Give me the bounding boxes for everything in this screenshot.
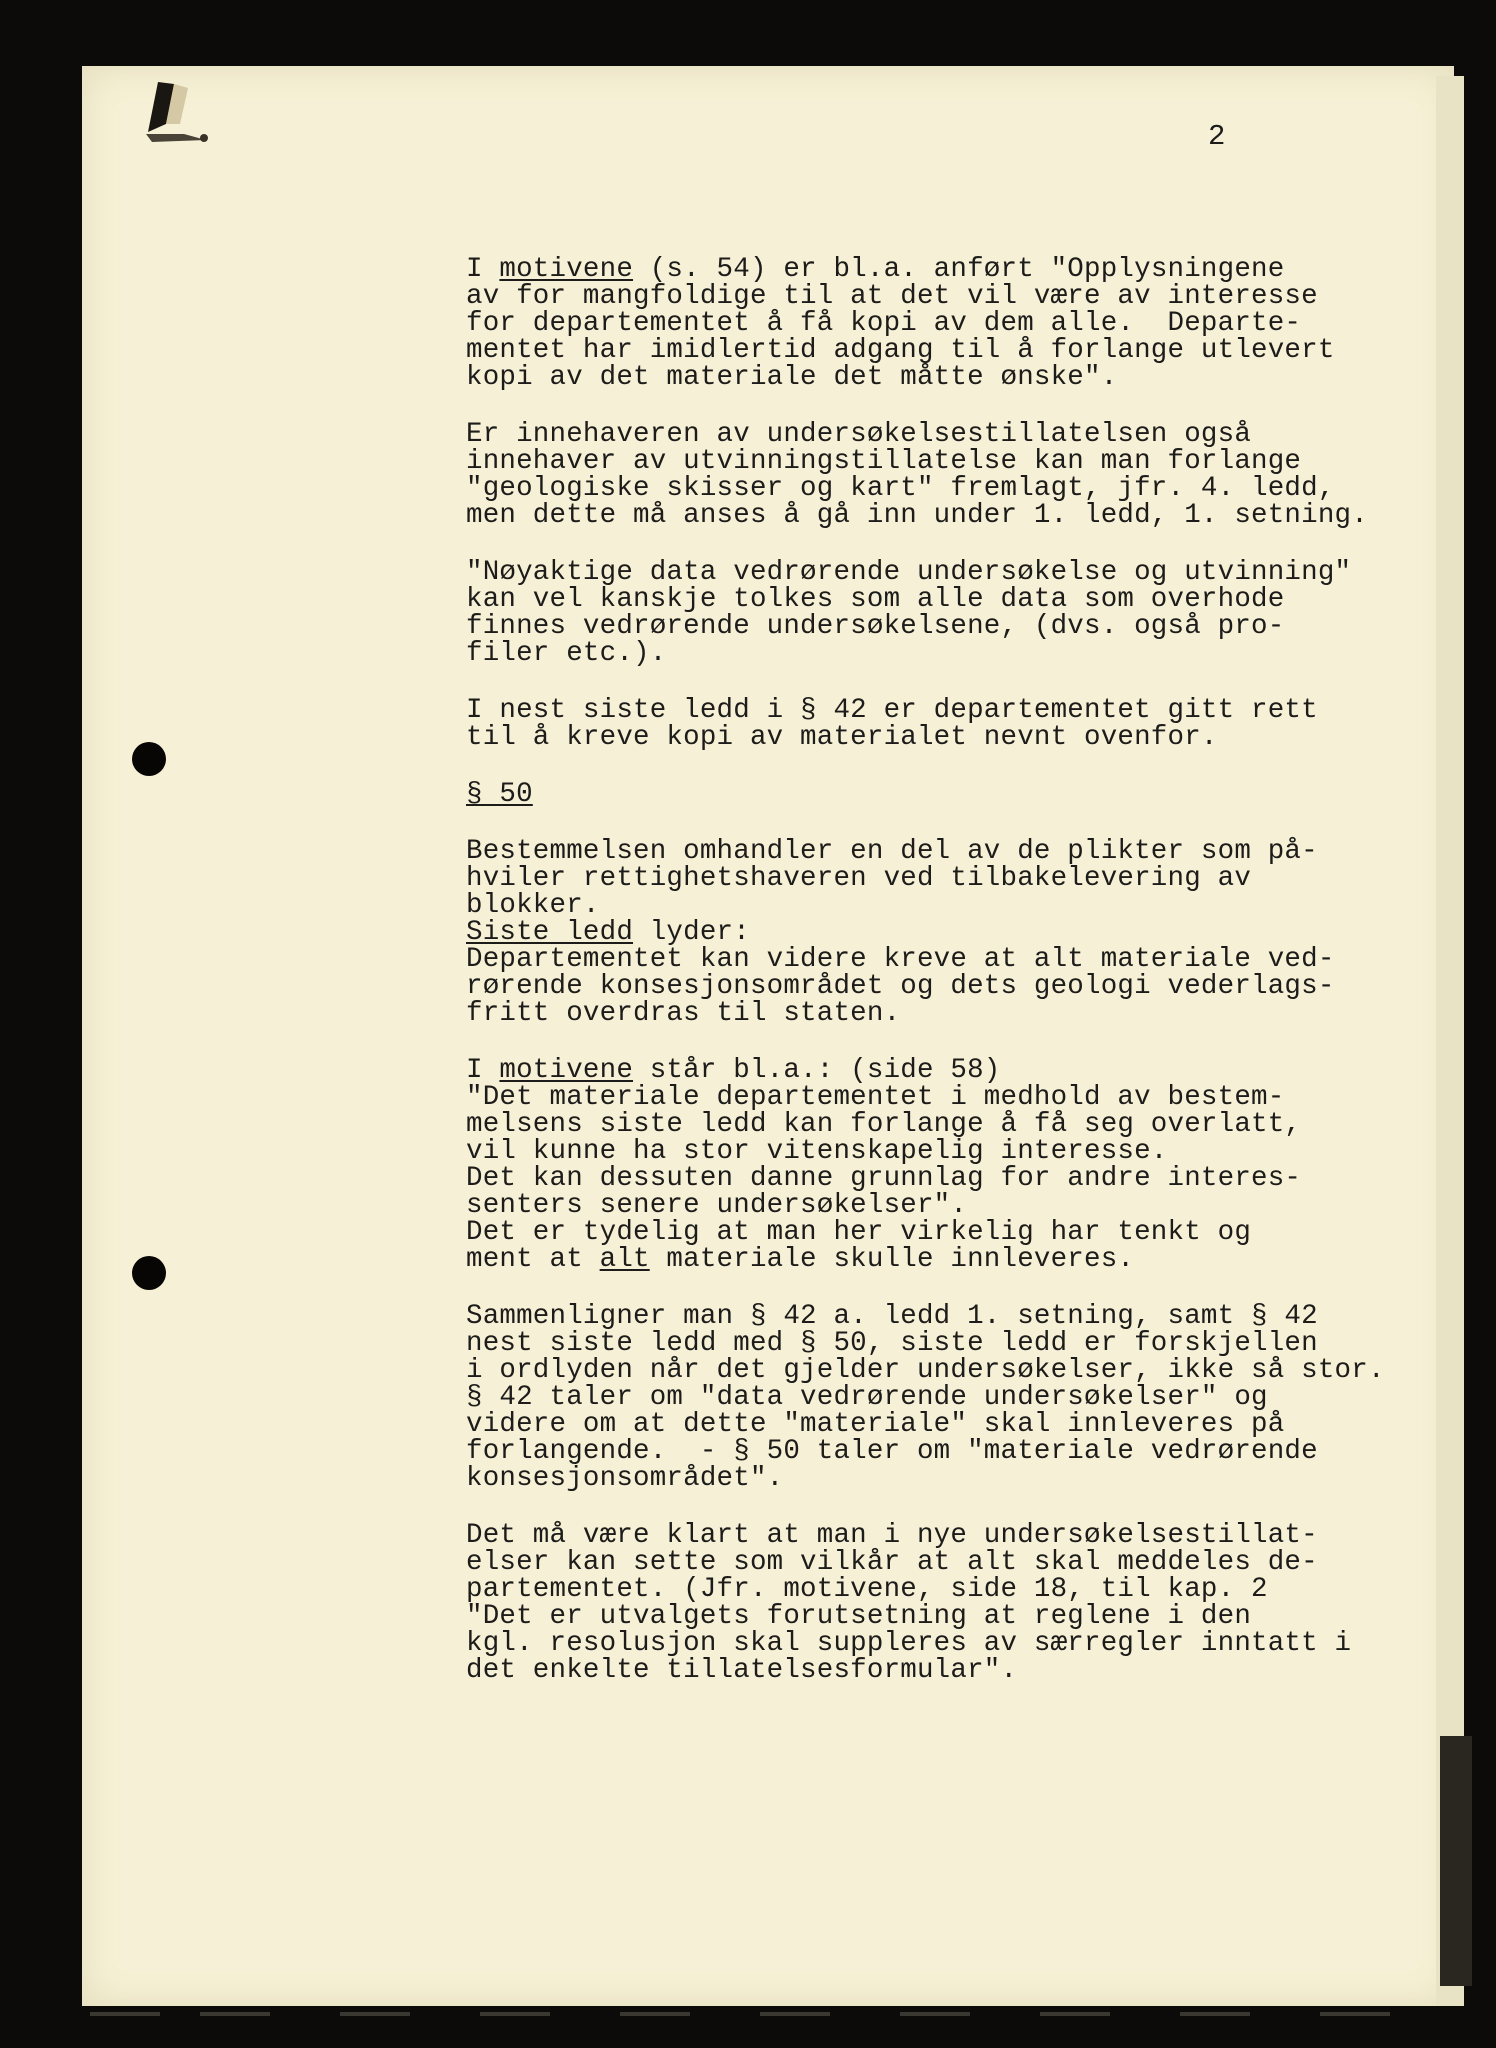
text-line [466,1000,1366,1027]
text-segment: står bl.a.: (side 58) [633,1055,1001,1086]
text-segment: (s. 54) er bl.a. anført "Opplysningene [633,254,1285,285]
scan-border-mark [200,2012,270,2016]
paper-edge [1436,76,1464,2006]
text-line [466,448,1366,475]
text-line [466,919,1366,946]
text-segment: elser kan sette som vilkår at alt skal meddeles de- [466,1547,1318,1578]
underlined-text: motivene [499,1055,634,1086]
underlined-text: motivene [499,254,634,285]
text-segment: Det er tydelig at man her virkelig har tenkt og [466,1217,1252,1248]
punch-hole [132,742,166,776]
text-line [466,337,1366,364]
text-line [466,1603,1366,1630]
paragraph [466,256,1366,391]
text-segment: "Nøyaktige data vedrørende undersøkelse og utvinning" [466,557,1352,588]
text-line [466,1465,1366,1492]
text-line [466,310,1366,337]
text-segment: kgl. resolusjon skal suppleres av særregler inntatt i [466,1628,1352,1659]
text-segment: konsesjonsområdet". [466,1463,784,1494]
scan-border-mark [340,2012,410,2016]
paragraph [466,1057,1366,1273]
text-segment: Det kan dessuten danne grunnlag for andre interes- [466,1163,1302,1194]
text-line [466,475,1366,502]
text-line [466,559,1366,586]
text-segment: Sammenligner man § 42 a. ledd 1. setning, samt § 42 [466,1301,1318,1332]
underlined-text: alt [599,1244,650,1275]
text-line [466,586,1366,613]
underlined-text: Siste ledd [466,917,634,948]
text-segment: Det må være klart at man i nye undersøkelsestillat- [466,1520,1318,1551]
text-segment: rørende konsesjonsområdet og dets geologi vederlags- [466,971,1335,1002]
text-segment: melsens siste ledd kan forlange å få seg overlatt, [466,1109,1302,1140]
scan-border-mark [760,2012,830,2016]
text-segment: "Det materiale departementet i medhold av bestem- [466,1082,1285,1113]
scan-border-mark [1040,2012,1110,2016]
text-line [466,1303,1366,1330]
text-line [466,1084,1366,1111]
text-line [466,256,1366,283]
scan-border-mark [1180,2012,1250,2016]
text-line [466,613,1366,640]
text-line [466,364,1366,391]
text-segment: i ordlyden når det gjelder undersøkelser, ikke så stor. [466,1355,1385,1386]
text-segment: Er innehaveren av undersøkelsestillatelsen også [466,419,1252,450]
text-line [466,946,1366,973]
paragraph [466,781,1366,808]
text-line [466,1630,1366,1657]
scan-border-mark [480,2012,550,2016]
text-segment: Bestemmelsen omhandler en del av de plikter som på- [466,836,1318,867]
text-segment: "geologiske skisser og kart" fremlagt, jfr. 4. ledd, [466,473,1335,504]
text-line [466,1165,1366,1192]
text-segment: I nest siste ledd i § 42 er departementet gitt rett [466,695,1318,726]
text-line [466,1438,1366,1465]
text-line [466,1246,1366,1273]
text-line [466,1549,1366,1576]
text-segment: hviler rettighetshaveren ved tilbakelevering av [466,863,1252,894]
text-segment: mentet har imidlertid adgang til å forlange utlevert [466,335,1335,366]
text-segment: kan vel kanskje tolkes som alle data som overhode [466,584,1285,615]
text-line [466,697,1366,724]
text-line [466,1138,1366,1165]
text-segment: blokker. [466,890,600,921]
scan-border-mark [90,2012,160,2016]
paragraph [466,559,1366,667]
text-line [466,1111,1366,1138]
text-line [466,973,1366,1000]
text-segment: partementet. (Jfr. motivene, side 18, til kap. 2 [466,1574,1268,1605]
text-segment: materiale skulle innleveres. [649,1244,1135,1275]
text-segment: for departementet å få kopi av dem alle. Departe- [466,308,1302,339]
text-segment: vil kunne ha stor vitenskapelig interesse. [466,1136,1168,1167]
page-number: 2 [1208,120,1226,153]
punch-hole [132,1256,166,1290]
text-segment: ment at [466,1244,600,1275]
paragraph [466,697,1366,751]
text-segment: fritt overdras til staten. [466,998,901,1029]
text-segment: kopi av det materiale det måtte ønske". [466,362,1118,393]
text-line [466,1219,1366,1246]
binder-tab [1440,1736,1472,1986]
text-segment: finnes vedrørende undersøkelsene, (dvs. også pro- [466,611,1285,642]
text-line [466,421,1366,448]
text-segment: senters senere undersøkelser". [466,1190,968,1221]
paragraph [466,421,1366,529]
text-segment: Departementet kan videre kreve at alt materiale ved- [466,944,1335,975]
text-line [466,1576,1366,1603]
underlined-text: § 50 [466,779,533,810]
text-line [466,1411,1366,1438]
paragraph [466,1522,1366,1684]
text-segment: av for mangfoldige til at det vil være av interesse [466,281,1318,312]
text-line [466,1657,1366,1684]
text-segment: nest siste ledd med § 50, siste ledd er forskjellen [466,1328,1318,1359]
text-segment: "Det er utvalgets forutsetning at reglene i den [466,1601,1252,1632]
text-line [466,781,1366,808]
document-body [466,254,1385,1714]
text-line [466,865,1366,892]
text-segment: I [466,1055,500,1086]
text-segment: I [466,254,500,285]
text-line [466,283,1366,310]
staple-mark [144,74,224,144]
paragraph [466,838,1366,1027]
scan-border-mark [1320,2012,1390,2016]
text-segment: videre om at dette "materiale" skal innleveres på [466,1409,1285,1440]
text-segment: det enkelte tillatelsesformular". [466,1655,1018,1686]
text-line [466,640,1366,667]
text-line [466,724,1366,751]
text-line [466,892,1366,919]
text-line [466,1192,1366,1219]
text-line [466,502,1366,529]
text-segment: til å kreve kopi av materialet nevnt ovenfor. [466,722,1218,753]
text-segment: innehaver av utvinningstillatelse kan man forlange [466,446,1302,477]
text-segment: men dette må anses å gå inn under 1. ledd, 1. setning. [466,500,1368,531]
text-line [466,1057,1366,1084]
paragraph [466,1301,1385,1494]
scan-border-mark [620,2012,690,2016]
text-line [466,1355,1385,1386]
text-segment: filer etc.). [466,638,667,669]
text-segment: lyder: [633,917,750,948]
text-segment: forlangende. - § 50 taler om "materiale vedrørende [466,1436,1318,1467]
text-segment: § 42 taler om "data vedrørende undersøkelser" og [466,1382,1268,1413]
text-line [466,1330,1366,1357]
scan-border-mark [900,2012,970,2016]
text-line [466,838,1366,865]
text-line [466,1522,1366,1549]
text-line [466,1384,1366,1411]
